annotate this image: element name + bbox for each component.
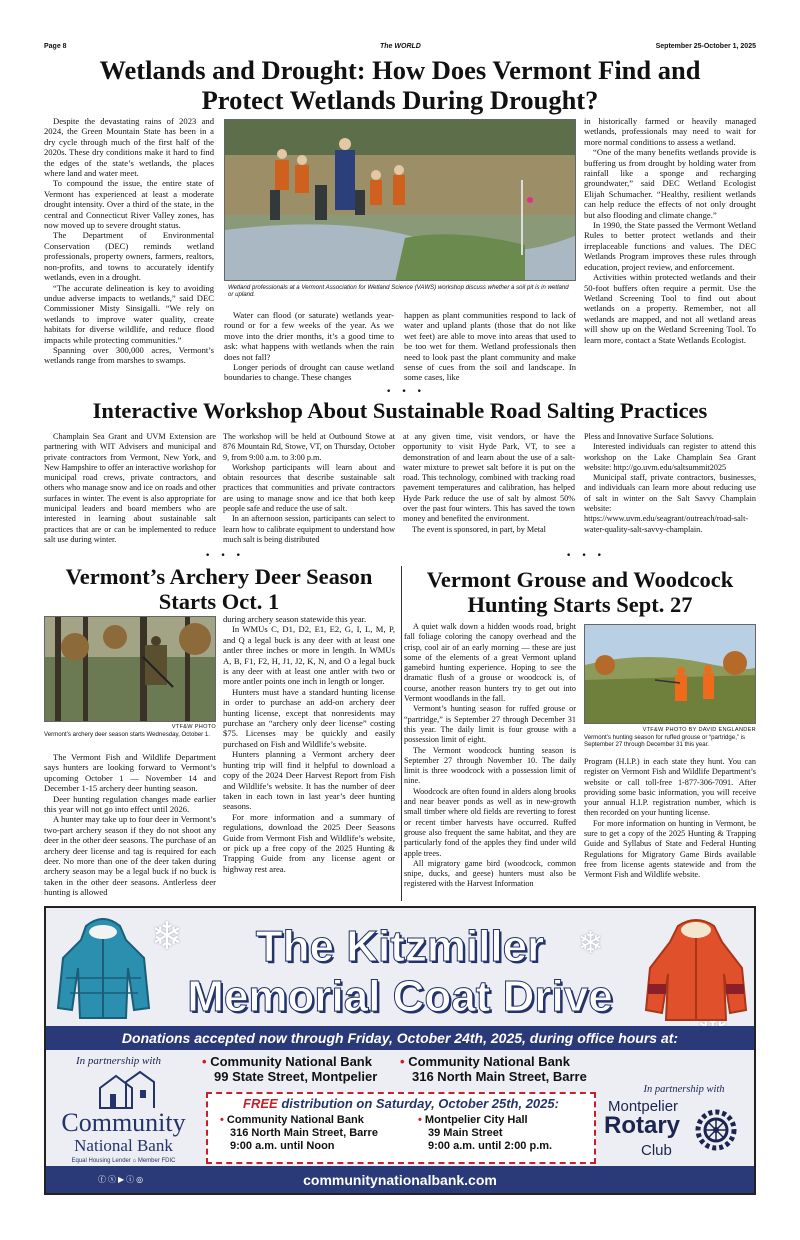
paragraph: Hunters must have a standard hunting license in order to purchase an add-on archery deer hunting license, except that nonresidents may purchase an “archery only deer license” costing $75. Licenses may be quickly and easily purchased on Fish and Wildlife’s website.	[223, 686, 395, 749]
cnb-name-1: Community	[61, 1108, 186, 1137]
grouse-photo	[584, 624, 756, 724]
bank-building-icon	[96, 1068, 156, 1110]
paragraph: happen as plant communities respond to lack of water and upland plants (those that do not like wet feet) are able to move into areas that used to be too wet for them. Wetland professionals then need to look past the plant community and make sense of cues from the soil and landscape. In some cases, like	[404, 310, 576, 383]
wetlands-col-4	[584, 116, 756, 345]
wetlands-col-1	[44, 116, 214, 366]
rotary-wheel-icon	[694, 1108, 738, 1152]
wetland-photo-caption: Wetland professionals at a Vermont Association for Wetland Science (VAWS) workshop discuss whether a soil pit is in wetland or upland.	[228, 284, 569, 299]
paragraph: at any given time, visit vendors, or have the opportunity to visit Hyde Park, VT, to see a demonstration of and learn about the use of a salt-water mixture to prewet salt before it is put on the road. This technology, combined with tracking road pavement temperatures and calibration, has helped Hyde Park reduce the use of salt by almost 50% over the past four winters. This has saved the town money and benefited the environment.	[403, 432, 575, 524]
paragraph: A quiet walk down a hidden woods road, bright fall foliage coloring the canopy overhead and the crisp, cool air of an early morning — these are just some of the elements of a great Vermont upland gamebird hunting experience. Hoping to see the dramatic flush of a grouse or woodcock is, of course, another reason hunters try to get out into Vermont woodlands in the fall.	[404, 622, 576, 704]
location-1-address: 99 State Street, Montpelier	[214, 1069, 378, 1084]
partnership-label: In partnership with	[76, 1055, 161, 1067]
paragraph: The Vermont woodcock hunting season is September 27 through November 10. The daily limit is three woodcock with a possession limit of nine.	[404, 745, 576, 786]
archery-headline: Vermont’s Archery Deer Season Starts Oct. 1	[65, 564, 373, 615]
paragraph: Municipal staff, private contractors, businesses, and individuals can learn more about reducing use of salt in winter on the Salt Savvy Champlain website: https://www.uvm.edu/seagrant/outreach/road-salt-water-quality-salt-savvy-champlain.	[584, 473, 756, 534]
snowflake-icon: ❄	[151, 916, 183, 958]
archery-col-1	[44, 752, 216, 898]
paragraph: The Department of Environmental Conservation (DEC) reminds wetland professionals, property owners, farmers, realtors, non-profits, and towns to accurately identify wetlands, even in a drought.	[44, 230, 214, 283]
salt-col-4	[584, 432, 756, 535]
distribution-box	[206, 1092, 596, 1164]
distribution-1-address: 316 North Main Street, Barre	[230, 1127, 378, 1139]
bullet-icon: •	[418, 1114, 422, 1126]
salt-col-1	[44, 432, 216, 545]
location-2-address: 316 North Main Street, Barre	[412, 1069, 587, 1084]
salt-col-3	[403, 432, 575, 535]
paragraph: All migratory game bird (woodcock, common snipe, ducks, and geese) hunters must also be registered with the Harvest Information	[404, 858, 576, 889]
paragraph: Workshop participants will learn about and obtain resources that describe sustainable salt practices that communities and private contractors are using to manage snow and ice that both keep people safe and reduce the use of salt.	[223, 462, 395, 514]
paragraph: Spanning over 300,000 acres, Vermont’s wetlands range from marshes to swamps.	[44, 344, 214, 366]
footer-banner	[46, 1166, 754, 1195]
paragraph: Longer periods of drought can cause wetland boundaries to change. These changes	[224, 362, 394, 383]
section-divider: · · ·	[386, 383, 426, 400]
column-rule	[401, 566, 402, 901]
paragraph: In WMUs C, D1, D2, E1, E2, G, I, L, M, P, and Q a legal buck is any deer with at least one antler three inches or more in length. In WMUs A, B, F1, F2, H, J1, J2, K, N, and O a legal buck is any deer with at least one antler with two or more antler points one inch in length or longer.	[223, 624, 395, 687]
paragraph: In an afternoon session, participants can select to learn how to calibrate equipment to understand how much salt is being distributed	[223, 514, 395, 544]
section-divider: · · ·	[205, 547, 245, 564]
paragraph: Deer hunting regulation changes made earlier this year will not go into effect until 2026.	[44, 793, 216, 815]
wetlands-headline: Wetlands and Drought: How Does Vermont Find and Protect Wetlands During Drought?	[99, 55, 701, 115]
paragraph: Pless and Innovative Surface Solutions.	[584, 432, 714, 441]
paragraph: Champlain Sea Grant and UVM Extension are partnering with WIT Advisers and municipal and private contractors from Vermont, New York, and New Hampshire to offer an interactive workshop for municipal road crews, private contractors, and others who manage snow and ice on roads and other surfaces in winter. The event is also appropriate for municipal leaders and board members who are interested in learning about sustainable salt practices that are or can be implemented to reduce salt use during winter.	[44, 432, 216, 544]
paragraph: Vermont’s hunting season for ruffed grouse or “partridge,” is September 27 through December 31 this year. The daily limit is four grouse with a possession limit of eight.	[404, 704, 576, 745]
grouse-col-2	[584, 757, 756, 881]
salt-col-2	[223, 432, 395, 545]
distribution-2-time: 9:00 a.m. until 2:00 p.m.	[428, 1140, 553, 1152]
snowflake-icon: ❄	[578, 927, 604, 960]
grouse-photo-caption: Vermont’s hunting season for ruffed grouse or “partridge,” is September 27 through December 31 this year.	[584, 734, 746, 749]
paragraph: To compound the issue, the entire state of Vermont has experienced at least a moderate drought intensity. Over a third of the state, in the central and Connecticut River Valley zones, has now moved up to severe drought status.	[44, 178, 214, 231]
linkedin-icon[interactable]: ⓘ	[126, 1175, 137, 1184]
salt-headline: Interactive Workshop About Sustainable Road Salting Practices	[92, 398, 708, 423]
paragraph: during archery season statewide this year.	[223, 614, 367, 624]
coat-drive-ad	[44, 906, 756, 1195]
ad-title-line-2: Memorial Coat Drive	[187, 972, 613, 1021]
paragraph: in historically farmed or heavily managed wetlands, professionals may need to wait for more normal conditions to assess a wetland.	[584, 116, 756, 147]
partnership-label-2: In partnership with	[643, 1084, 725, 1095]
archery-photo-caption: Vermont’s archery deer season starts Wednesday, October 1.	[44, 731, 210, 738]
section-divider: · · ·	[566, 547, 606, 564]
paragraph: The workshop will be held at Outbound Stowe at 876 Mountain Rd, Stowe, VT, on Thursday, October 9, from 9:00 a.m. to 3:00 p.m.	[223, 432, 395, 462]
distribution-heading	[208, 1096, 594, 1111]
paragraph: Program (H.I.P.) in each state they hunt. You can register on Vermont Fish and Wildlife Department’s website or call toll-free 1-877-306-7091. After providing some basic information, you will receive your annual H.I.P. registration number, which is then recorded on your hunting license.	[584, 757, 756, 818]
bullet-icon: •	[220, 1114, 224, 1126]
archery-photo-credit: VTF&W PHOTO	[171, 724, 216, 730]
website-url[interactable]: communitynationalbank.com	[303, 1172, 497, 1188]
location-1-name: Community National Bank	[210, 1054, 372, 1069]
cnb-fdic: Equal Housing Lender ⌂ Member FDIC	[71, 1158, 176, 1164]
bullet-icon: •	[202, 1054, 207, 1069]
paragraph: Hunters planning a Vermont archery deer hunting trip will find it helpful to download a copy of the 2024 Deer Harvest Report from Fish and Wildlife’s website. It has the number of deer taken in each town in last year’s deer hunting seasons.	[223, 749, 395, 812]
distribution-1-time: 9:00 a.m. until Noon	[230, 1140, 335, 1152]
distribution-2-name: Montpelier City Hall	[424, 1114, 528, 1126]
distribution-1	[220, 1114, 378, 1153]
social-icons	[98, 1174, 145, 1185]
paragraph: For more information and a summary of regulations, download the 2025 Deer Seasons Guide from Vermont Fish and Wildlife’s website, or pick up a free copy of the 2025 Hunting & Trapping Guide from any license agent or highway rest area.	[223, 811, 395, 874]
distribution-2	[418, 1114, 552, 1153]
x-icon[interactable]: ⓧ	[108, 1175, 118, 1184]
cnb-name-2: National Bank	[74, 1136, 173, 1155]
paragraph: A hunter may take up to four deer in Vermont’s two-part archery season if they do not shoot any deer in the other deer seasons. The purchase of an archery deer license and tag is required for each deer. No more than one of the deer taken during archery season may be a legal buck if no buck is taken in the other deer seasons. Antlerless deer hunting is allowed	[44, 814, 216, 898]
wetland-photo	[224, 119, 576, 281]
distribution-1-name: Community National Bank	[226, 1114, 364, 1126]
distribution-2-address: 39 Main Street	[428, 1127, 503, 1139]
archery-photo	[44, 616, 216, 722]
issue-date: September 25-October 1, 2025	[655, 43, 756, 50]
page-number: Page 8	[44, 43, 67, 50]
paragraph: Interested individuals can register to attend this workshop on the Lake Champlain Sea Grant website: http://go.uvm.edu/saltsummit2025	[584, 442, 756, 472]
archery-col-2	[223, 614, 395, 874]
facebook-icon[interactable]: ⓕ	[98, 1175, 108, 1184]
donations-banner: Donations accepted now through Friday, October 24th, 2025, during office hours at:	[46, 1026, 754, 1050]
grouse-col-1	[404, 622, 576, 890]
rotary-club: Club	[641, 1142, 672, 1159]
wetlands-col-2	[224, 310, 394, 383]
paragraph: Water can flood (or saturate) wetlands year-round or for a few weeks of the year. As we move into the drier months, it’s a good time to ask: what happens with wetlands when the rain does not fall?	[224, 310, 394, 362]
ad-title-line-1: The Kitzmiller	[255, 922, 545, 971]
distribution-text: distribution on Saturday, October 25th, 2025:	[281, 1096, 559, 1111]
location-1	[202, 1054, 377, 1084]
paragraph: “The accurate delineation is key to avoiding undue adverse impacts to wetlands,” said DEC Commissioner Misty Sinsigalli. “We rely on wetlands to improve water quality, create habitats for diverse wildlife, and reduce flood impacts while protecting communities.”	[44, 282, 214, 345]
paragraph: The Vermont Fish and Wildlife Department says hunters are looking forward to Vermont’s upcoming October 1 — November 14 and December 1-15 archery deer hunting season.	[44, 752, 216, 794]
paragraph: “One of the many benefits wetlands provide is buffering us from drought by holding water from rainfall like a sponge and recharging groundwater,” said DEC Wetland Ecologist Elijah Schumacher. “Healthy, resilient wetlands can help reduce the effects of not only drought but also flooding and climate change.”	[584, 147, 756, 220]
paper-name: The WORLD	[380, 43, 421, 50]
bullet-icon: •	[400, 1054, 405, 1069]
location-2-name: Community National Bank	[408, 1054, 570, 1069]
location-2	[400, 1054, 587, 1084]
instagram-icon[interactable]: ◎	[136, 1175, 146, 1184]
youtube-icon[interactable]: ▶	[118, 1175, 127, 1184]
paragraph: Activities within protected wetlands and their 50-foot buffers often require a permit. Use the Wetland Screening Tool to find out about wetlands on a property. Remember, not all wetlands are mapped, and not all wetland areas will show up on the Wetland Screening Tool. To learn more, contact a State Wetlands Ecologist.	[584, 272, 756, 345]
paragraph: Despite the devastating rains of 2023 and 2024, the Green Mountain State has been in a dry cycle through much of the first half of the 2020s. These dry conditions make it hard to find the edges of the state’s wetlands, the places where land and water meet.	[44, 116, 214, 179]
wetlands-col-3	[404, 310, 576, 383]
paragraph: The event is sponsored, in part, by Metal	[412, 524, 546, 534]
paragraph: For more information on hunting in Vermont, be sure to get a copy of the 2025 Hunting & Trapping Guide and Syllabus of State and Federal Hunting Regulations for Migratory Game Birds available free from license agents statewide and from the Vermont Fish and Wildlife website.	[584, 818, 756, 880]
rotary-name: Rotary	[604, 1112, 681, 1139]
rotary-city: Montpelier	[608, 1098, 679, 1115]
paragraph: In 1990, the State passed the Vermont Wetland Rules to better protect wetlands and their irreplaceable functions and values. The DEC Wetlands Program improves these rules through education, project review, and enforcement.	[584, 220, 756, 272]
free-label: FREE	[243, 1096, 278, 1111]
grouse-headline: Vermont Grouse and Woodcock Hunting Starts Sept. 27	[426, 567, 734, 618]
paragraph: Woodcock are often found in alders along brooks and near beaver ponds as well as in new-growth small timber where old fields are reverting to forest or recent timber harvests have occurred. Ruffed grouse also frequent the same habitat, and they are particularly fond of the apples they find under wild apple trees.	[404, 786, 576, 858]
grouse-photo-credit: VTF&W PHOTO BY DAVID ENGLANDER	[642, 727, 756, 733]
